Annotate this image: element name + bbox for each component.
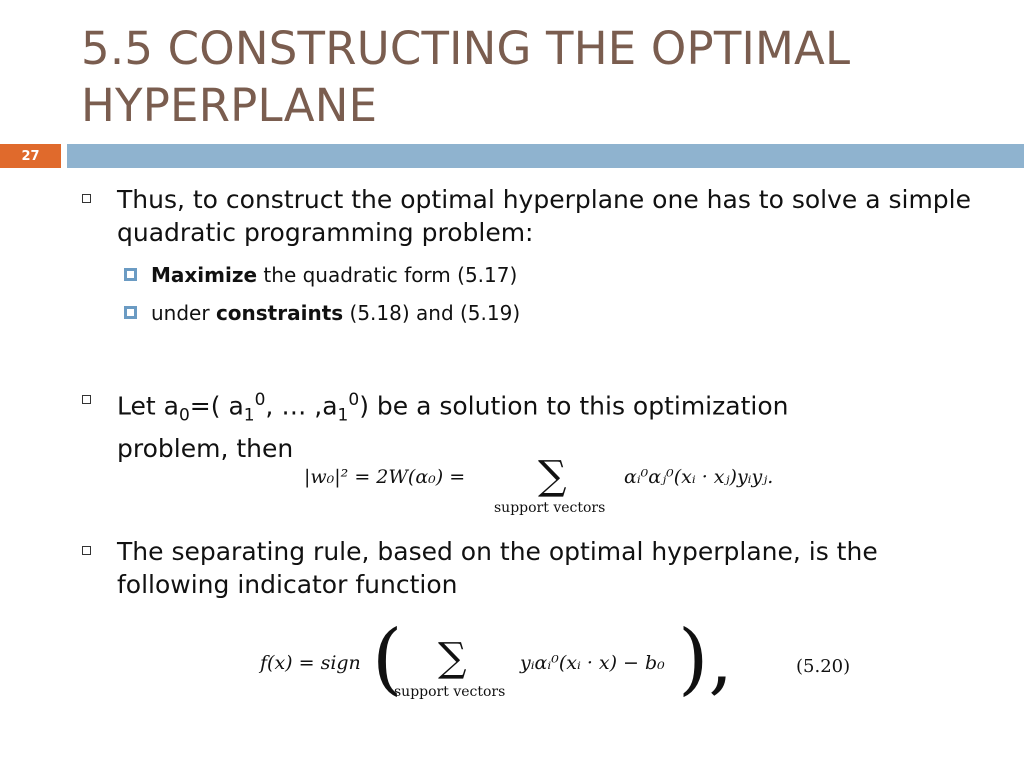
eq1-rhs: αᵢ⁰αⱼ⁰(xᵢ · xⱼ)yᵢyⱼ.	[624, 466, 774, 488]
constraints-bold: constraints	[215, 301, 344, 325]
eq2-close-paren: ),	[678, 614, 734, 704]
eq2-body: yᵢαᵢ⁰(xᵢ · x) − b₀	[520, 652, 665, 674]
sub-bullet-square-icon	[124, 306, 137, 319]
bullet-separating-rule-text: The separating rule, based on the optimal hyperplane, is the following indicator function	[117, 537, 878, 599]
constraints-rest: (5.18) and (5.19)	[343, 301, 521, 325]
eq2-open-paren: (	[372, 614, 403, 704]
bullet-solution	[82, 384, 982, 465]
sub-bullet-maximize	[124, 261, 924, 289]
bullet-construct	[82, 183, 982, 249]
sub-bullet-square-icon	[124, 268, 137, 281]
eq2-sum-under: support vectors	[394, 684, 506, 700]
bullet-square-icon	[82, 194, 91, 203]
eq2-lhs: f(x) = sign	[260, 652, 361, 674]
bullet-solution-text: Let $a_0=$( $a_1^0$, … $,a_1^0$) be a solution to this optimization problem, then	[117, 390, 789, 464]
sub-bullet-constraints	[124, 299, 924, 327]
eq1-sum-symbol: ∑	[538, 453, 567, 499]
eq1-sum-under: support vectors	[494, 500, 606, 516]
maximize-bold: Maximize	[151, 263, 258, 287]
eq2-sum-symbol: ∑	[438, 635, 467, 681]
equation-indicator	[258, 614, 858, 706]
bullet-separating-rule	[82, 535, 982, 601]
slide-number: 27	[21, 148, 40, 164]
bullet-square-icon	[82, 395, 91, 404]
bullet-construct-text: Thus, to construct the optimal hyperplane one has to solve a simple quadratic programming problem:	[117, 185, 972, 247]
slide-title: 5.5 CONSTRUCTING THE OPTIMAL HYPERPLANE	[81, 22, 851, 132]
equation-norm	[300, 453, 820, 520]
eq2-label: (5.20)	[796, 656, 851, 677]
constraints-pre: under	[151, 301, 216, 325]
bullet-square-icon	[82, 546, 91, 555]
eq1-lhs: |w₀|² = 2W(α₀) =	[304, 466, 466, 488]
maximize-rest: the quadratic form (5.17)	[257, 263, 518, 287]
